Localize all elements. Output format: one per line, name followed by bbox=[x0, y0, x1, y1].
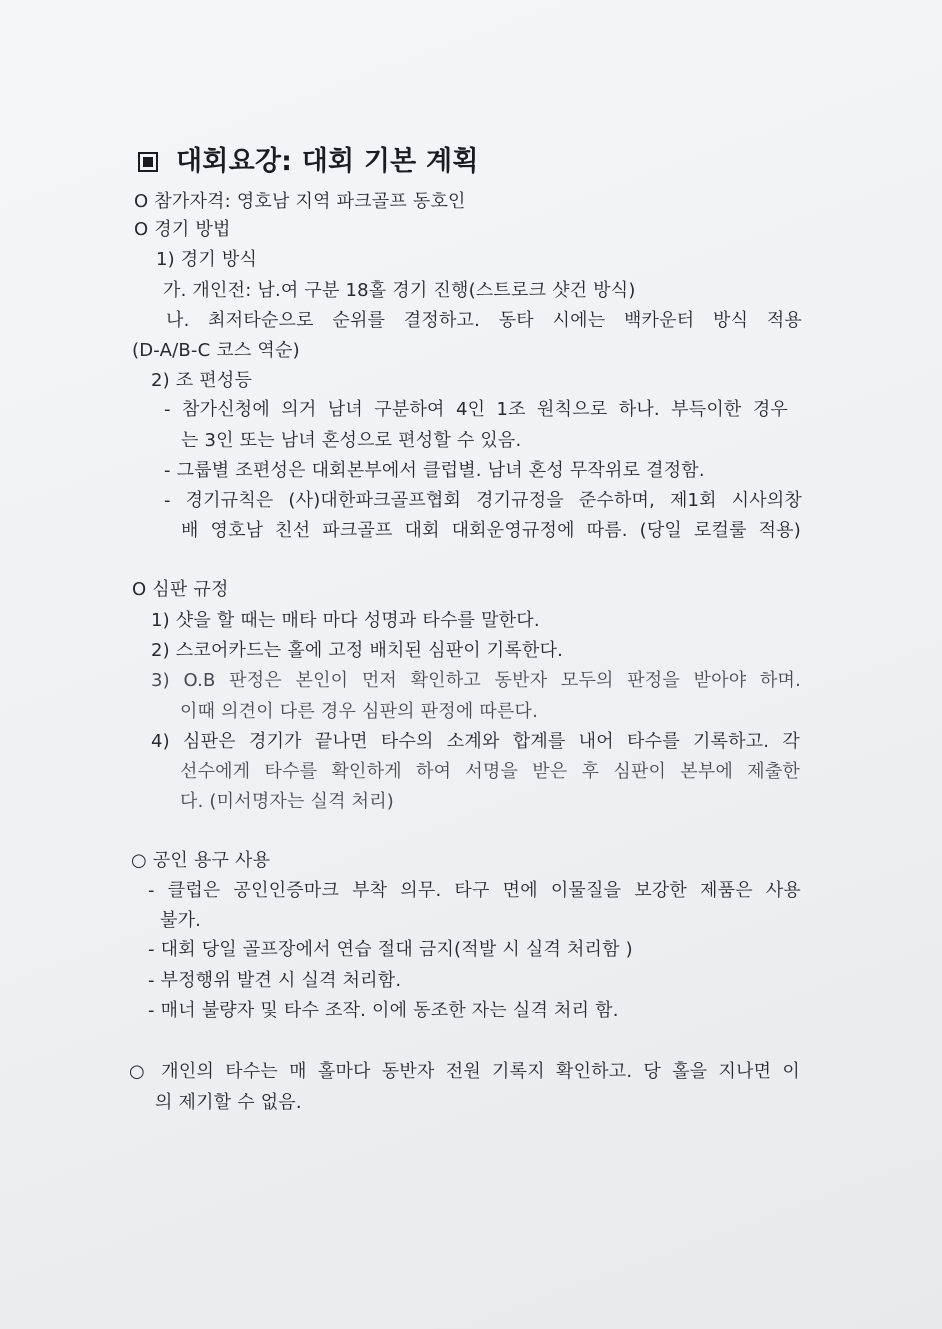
equipment-bullet4: - 매너 불량자 및 타수 조작. 이에 동조한 자는 실격 처리 함. bbox=[148, 1000, 619, 1021]
group-bullet1-line2: 는 3인 또는 남녀 혼성으로 편성할 수 있음. bbox=[181, 430, 522, 451]
group-bullet1-line1: - 참가신청에 의거 남녀 구분하여 4인 1조 원칙으로 하나. 부득이한 경우 bbox=[164, 399, 788, 420]
equipment-bullet3: - 부정행위 발견 시 실격 처리함. bbox=[148, 970, 402, 991]
referee-rule4-line3: 다. (미서명자는 실격 처리) bbox=[180, 791, 395, 812]
group-bullet3-line1: - 경기규칙은 (사)대한파크골프협회 경기규정을 준수하며, 제1회 시사의창 bbox=[164, 490, 802, 511]
final-note-line2: 의 제기할 수 없음. bbox=[155, 1092, 302, 1113]
method-sub2: 2) 조 편성등 bbox=[151, 370, 253, 391]
method-ga: 가. 개인전: 남.여 구분 18홀 경기 진행(스트로크 샷건 방식) bbox=[163, 280, 636, 301]
equipment-bullet1-line2: 불가. bbox=[160, 910, 202, 931]
referee-rule1: 1) 샷을 할 때는 매타 마다 성명과 타수를 말한다. bbox=[151, 610, 540, 631]
equipment-bullet2: - 대회 당일 골프장에서 연습 절대 금지(적발 시 실격 처리함 ) bbox=[148, 939, 633, 960]
referee-rule3-line2: 이때 의견이 다른 경우 심판의 판정에 따른다. bbox=[180, 701, 539, 722]
final-note-line1: ○ 개인의 타수는 매 홀마다 동반자 전원 기록지 확인하고. 당 홀을 지나면 이 bbox=[129, 1061, 800, 1082]
referee-heading: O 심판 규정 bbox=[132, 579, 229, 600]
method-na-line2: (D-A/B-C 코스 역순) bbox=[132, 340, 300, 361]
method-na-line1: 나. 최저타순으로 순위를 결정하고. 동타 시에는 백카운터 방식 적용 bbox=[166, 310, 802, 331]
group-bullet2: - 그룹별 조편성은 대회본부에서 클럽별. 남녀 혼성 무작위로 결정함. bbox=[164, 460, 705, 481]
referee-rule4-line1: 4) 심판은 경기가 끝나면 타수의 소계와 합계를 내어 타수를 기록하고. 각 bbox=[151, 731, 800, 752]
filled-square-bullet-icon bbox=[138, 152, 158, 172]
referee-rule4-line2: 선수에게 타수를 확인하게 하여 서명을 받은 후 심판이 본부에 제출한 bbox=[180, 761, 800, 782]
referee-rule2: 2) 스코어카드는 홀에 고정 배치된 심판이 기록한다. bbox=[151, 640, 564, 661]
equipment-bullet1-line1: - 클럽은 공인인증마크 부착 의무. 타구 면에 이물질을 보강한 제품은 사용 bbox=[148, 880, 801, 901]
eligibility-line: O 참가자격: 영호남 지역 파크골프 동호인 bbox=[134, 191, 466, 212]
document-title: 대회요강: 대회 기본 계획 bbox=[176, 146, 479, 177]
method-sub1: 1) 경기 방식 bbox=[156, 249, 258, 270]
method-heading: O 경기 방법 bbox=[134, 219, 231, 240]
equipment-heading: ○ 공인 용구 사용 bbox=[131, 850, 271, 871]
group-bullet3-line2: 배 영호남 친선 파크골프 대회 대회운영규정에 따름. (당일 로컬룰 적용) bbox=[181, 520, 801, 541]
referee-rule3-line1: 3) O.B 판정은 본인이 먼저 확인하고 동반자 모두의 판정을 받아야 하며. bbox=[151, 670, 801, 691]
